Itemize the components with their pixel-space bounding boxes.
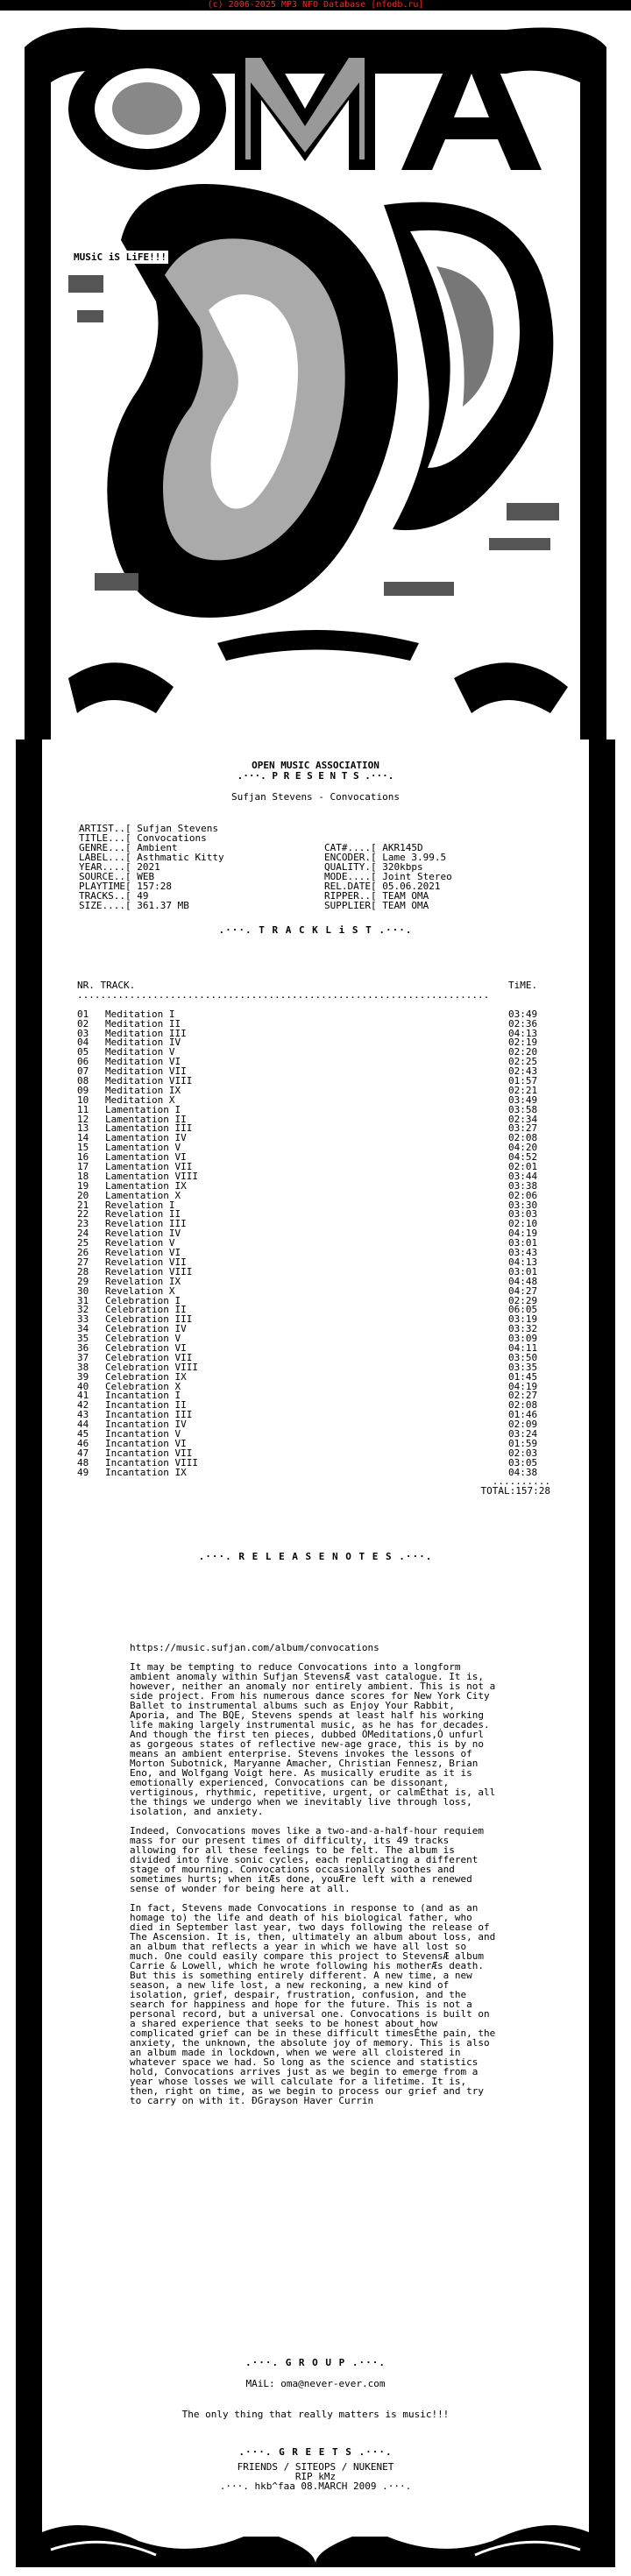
track-time: 02:20	[508, 1046, 538, 1058]
track-title: Celebration VI	[105, 1341, 187, 1354]
track-time: 01:59	[508, 1437, 538, 1449]
track-time: 02:29	[508, 1294, 538, 1306]
info-key: MODE....[	[324, 871, 377, 882]
track-number: 42	[77, 1399, 89, 1412]
track-number: 12	[77, 1113, 89, 1125]
signature-line: .···. hkb^faa 08.MARCH 2009 .···.	[219, 2480, 412, 2492]
track-title: Celebration II	[105, 1304, 187, 1316]
track-title: Lamentation IV	[105, 1132, 187, 1144]
track-number: 22	[77, 1208, 89, 1221]
track-rows	[77, 1010, 550, 1478]
track-title: Incantation III	[105, 1409, 193, 1421]
track-time: 04:13	[508, 1256, 538, 1268]
track-number: 34	[77, 1323, 89, 1335]
track-time: 03:50	[508, 1351, 538, 1363]
track-title: Meditation IX	[105, 1084, 181, 1096]
track-title: Incantation VIII	[105, 1456, 198, 1468]
track-title: Meditation III	[105, 1027, 187, 1039]
track-title: Meditation VI	[105, 1056, 181, 1068]
track-time: 02:34	[508, 1113, 538, 1125]
track-number: 01	[77, 1008, 89, 1020]
track-number: 25	[77, 1237, 89, 1249]
track-time: 04:27	[508, 1284, 538, 1297]
track-time: 03:49	[508, 1008, 538, 1020]
info-key: LABEL...[	[79, 852, 131, 863]
track-number: 13	[77, 1122, 89, 1135]
track-title: Lamentation VIII	[105, 1170, 198, 1182]
track-time: 03:24	[508, 1427, 538, 1440]
info-key: QUALITY.[	[324, 861, 377, 873]
track-time: 03:58	[508, 1103, 538, 1115]
track-title: Incantation IX	[105, 1466, 187, 1478]
notes-paragraph: It may be tempting to reduce Convocations into a longform ambient anomaly within Sufjan StevensÆ vast catalogue. It is, however, neither an anomaly nor entirely ambient. This is not a side project. From his numerous dance scores for New York City Ballet to instrumental albums such as Enjoy Your Rabbit, Aporia, and The BQE, Stevens spends at least half his working life making largely instrumental music, as he has for decades. And though the first ten pieces, dubbed ÓMeditations,Ó unfurl as gorgeous states of reflective new-age grace, this is by no means an ambient enterprise. Stevens invokes the lessons of Morton Subotnick, Maryanne Amacher, Christian Fennesz, Brian Eno, and Wolfgang Voigt here. As musically erudite as it is emotionally experienced, Convocations can be dissonant, vertiginous, rhythmic, repetitive, urgent, or calmÉthat is, all the things we undergo when we inevitably live through loss, isolation, and anxiety.	[130, 1661, 496, 1817]
track-time: 04:11	[508, 1341, 538, 1354]
track-time: 02:19	[508, 1037, 538, 1049]
track-title: Meditation V	[105, 1046, 175, 1058]
info-value: Asthmatic Kitty	[137, 852, 224, 863]
track-number: 03	[77, 1027, 89, 1039]
track-title: Lamentation II	[105, 1113, 187, 1125]
info-value: Ambient	[137, 842, 178, 853]
info-key: SOURCE..[	[79, 871, 131, 882]
track-number: 33	[77, 1313, 89, 1326]
track-number: 47	[77, 1447, 89, 1459]
track-time: 06:05	[508, 1304, 538, 1316]
info-value: 157:28	[137, 881, 172, 892]
track-title: Revelation X	[105, 1284, 175, 1297]
track-number: 17	[77, 1161, 89, 1173]
track-title: Revelation V	[105, 1237, 175, 1249]
tagline: MUSiC iS LiFE!!!	[74, 251, 167, 263]
info-key: SUPPLIER[	[324, 900, 377, 911]
info-key: ARTIST..[	[79, 823, 131, 834]
tracklist-banner: .···. T R A C K L i S T .···.	[218, 924, 413, 936]
track-time: 03:43	[508, 1247, 538, 1259]
track-time: 04:20	[508, 1142, 538, 1154]
info-value: Convocations	[137, 832, 207, 844]
track-title: Meditation VIII	[105, 1075, 193, 1087]
track-title: Revelation IV	[105, 1228, 181, 1240]
track-title: Lamentation I	[105, 1103, 181, 1115]
track-number: 29	[77, 1275, 89, 1287]
track-number: 46	[77, 1437, 89, 1449]
track-title: Meditation I	[105, 1008, 175, 1020]
track-title: Meditation X	[105, 1093, 175, 1106]
track-time: 03:19	[508, 1313, 538, 1326]
info-right	[324, 824, 570, 910]
total-rule	[77, 1477, 550, 1487]
info-value: TEAM OMA	[382, 890, 429, 902]
track-time: 02:43	[508, 1065, 538, 1078]
mail-row	[42, 2379, 589, 2388]
track-title: Lamentation V	[105, 1142, 181, 1154]
track-title: Lamentation VII	[105, 1161, 193, 1173]
track-number: 27	[77, 1256, 89, 1268]
info-value: 49	[137, 890, 149, 902]
notes-paragraph: In fact, Stevens made Convocations in response to (and as an homage to) the life and death of his biological father, who died in September last year, two days following the release of The Ascension. It is, then, ultimately an album about loss, and an album that reflects a year in which we have all lost so much. One could easily compare this project to StevensÆ album Carrie & Lowell, which he wrote following his motherÆs death. But this is something entirely different. A new time, a new season, a new life lost, a new reckoning, a new kind of isolation, grief, despair, frustration, confusion, and the search for happiness and hope for the future. This is not a personal record, but a universal one. Convocations is built on a shared experience that seeks to be honest about how complicated grief can be in these difficult timesÉthe pain, the anxiety, the unknown, the absolute joy of memory. This is also an album made in lockdown, when we were all cloistered in whatever space we had. So long as the science and statistics hold, Convocations arrives just as we begin to emerge from a year whose losses we will calculate for a lifetime. It is, then, right on time, as we begin to process our grief and try to carry on with it. ÐGrayson Haver Currin	[130, 1902, 496, 2106]
track-row	[77, 1468, 550, 1478]
track-title: Revelation VIII	[105, 1265, 193, 1277]
tracklist-header	[77, 981, 550, 991]
info-key: TITLE...[	[79, 832, 131, 844]
motto: The only thing that really matters is music!!!	[181, 2409, 450, 2420]
track-time: 03:49	[508, 1093, 538, 1106]
track-number: 44	[77, 1419, 89, 1431]
track-title: Celebration X	[105, 1380, 181, 1392]
info-key: CAT#....[	[324, 842, 377, 853]
track-number: 24	[77, 1228, 89, 1240]
track-time: 03:01	[508, 1265, 538, 1277]
track-time: 03:38	[508, 1179, 538, 1192]
track-time: 03:27	[508, 1122, 538, 1135]
header-time: TiME.	[508, 980, 538, 991]
track-title: Incantation IV	[105, 1419, 187, 1431]
track-number: 31	[77, 1294, 89, 1306]
mail-label: MAiL:	[245, 2378, 275, 2389]
track-time: 03:30	[508, 1199, 538, 1211]
track-number: 05	[77, 1046, 89, 1058]
track-number: 26	[77, 1247, 89, 1259]
greets-line: RIP kMz	[294, 2471, 337, 2482]
track-time: 02:27	[508, 1390, 538, 1402]
footer-art	[16, 2497, 615, 2567]
track-number: 38	[77, 1361, 89, 1373]
track-time: 03:03	[508, 1208, 538, 1221]
track-title: Incantation II	[105, 1399, 187, 1412]
track-number: 23	[77, 1218, 89, 1230]
track-time: 01:45	[508, 1370, 538, 1383]
track-time: 02:21	[508, 1084, 538, 1096]
release-title: Sufjan Stevens - Convocations	[230, 791, 401, 803]
track-number: 48	[77, 1456, 89, 1468]
track-time: 04:48	[508, 1275, 538, 1287]
track-title: Celebration VII	[105, 1351, 193, 1363]
track-title: Meditation IV	[105, 1037, 181, 1049]
track-time: 02:03	[508, 1447, 538, 1459]
info-value: WEB	[137, 871, 155, 882]
track-number: 16	[77, 1151, 89, 1164]
notes-paragraph: Indeed, Convocations moves like a two-and-a-half-hour requiem mass for our present times of difficulty, its 49 tracks allowing for all these feelings to be felt. The album is divided into five sonic cycles, each replicating a different stage of mourning. Convocations occasionally soothes and sometimes hurts; when itÆs done, youÆre left with a renewed sense of wonder for being here at all.	[130, 1825, 484, 1894]
greets-banner: .···. G R E E T S .···.	[238, 2446, 393, 2458]
info-value: 2021	[137, 861, 160, 873]
notes-url[interactable]: https://music.sufjan.com/album/convocations	[130, 1642, 379, 1653]
tracklist-rule: .......................................................................	[77, 990, 490, 1001]
track-number: 11	[77, 1103, 89, 1115]
track-title: Lamentation IX	[105, 1179, 187, 1192]
track-time: 02:10	[508, 1218, 538, 1230]
total-row	[77, 1487, 550, 1497]
track-number: 30	[77, 1284, 89, 1297]
track-title: Incantation I	[105, 1390, 181, 1402]
info-key: ENCODER.[	[324, 852, 377, 863]
track-title: Incantation VII	[105, 1447, 193, 1459]
track-number: 43	[77, 1409, 89, 1421]
track-number: 02	[77, 1017, 89, 1030]
track-time: 01:46	[508, 1409, 538, 1421]
track-title: Incantation VI	[105, 1437, 187, 1449]
track-title: Celebration IX	[105, 1370, 187, 1383]
total-time: TOTAL:157:28	[480, 1485, 550, 1497]
header-track: NR. TRACK.	[77, 980, 136, 991]
info-key: SIZE....[	[79, 900, 131, 911]
track-title: Lamentation X	[105, 1189, 181, 1201]
track-time: 03:01	[508, 1237, 538, 1249]
info-key: GENRE...[	[79, 842, 131, 853]
track-number: 37	[77, 1351, 89, 1363]
oma-logo-art	[16, 12, 615, 740]
track-number: 14	[77, 1132, 89, 1144]
info-row	[324, 824, 570, 833]
track-time: 03:05	[508, 1456, 538, 1468]
info-value: 05.06.2021	[382, 881, 441, 892]
track-time: 02:01	[508, 1161, 538, 1173]
track-number: 39	[77, 1370, 89, 1383]
info-key: YEAR....[	[79, 861, 131, 873]
info-value: Sufjan Stevens	[137, 823, 218, 834]
track-title: Meditation VII	[105, 1065, 187, 1078]
track-number: 36	[77, 1341, 89, 1354]
info-key: REL.DATE[	[324, 881, 377, 892]
info-value: 361.37 MB	[137, 900, 189, 911]
total-dots: ..........	[492, 1476, 550, 1488]
track-number: 45	[77, 1427, 89, 1440]
track-title: Revelation I	[105, 1199, 175, 1211]
track-time: 02:25	[508, 1056, 538, 1068]
track-title: Celebration VIII	[105, 1361, 198, 1373]
track-number: 41	[77, 1390, 89, 1402]
track-title: Celebration I	[105, 1294, 181, 1306]
track-title: Revelation VI	[105, 1247, 181, 1259]
track-number: 04	[77, 1037, 89, 1049]
info-row	[79, 901, 324, 910]
site-header: (c) 2006-2025 MP3 NFO Database [nfodb.ru]	[0, 0, 631, 11]
track-time: 02:36	[508, 1017, 538, 1030]
track-number: 06	[77, 1056, 89, 1068]
info-value: TEAM OMA	[382, 900, 429, 911]
track-number: 18	[77, 1170, 89, 1182]
group-name: OPEN MUSIC ASSOCIATION	[252, 760, 379, 771]
track-number: 32	[77, 1304, 89, 1316]
track-title: Lamentation VI	[105, 1151, 187, 1164]
info-key: TRACKS..[	[79, 890, 131, 902]
track-time: 01:57	[508, 1075, 538, 1087]
info-row	[324, 901, 570, 910]
notes-banner: .···. R E L E A S E N O T E S .···.	[198, 1551, 433, 1562]
track-title: Revelation VII	[105, 1256, 187, 1268]
info-value: Joint Stereo	[382, 871, 452, 882]
track-time: 02:09	[508, 1419, 538, 1431]
track-number: 19	[77, 1179, 89, 1192]
tracklist	[77, 981, 550, 1497]
track-number: 10	[77, 1093, 89, 1106]
track-number: 21	[77, 1199, 89, 1211]
info-key: PLAYTIME[	[79, 881, 131, 892]
track-number: 49	[77, 1466, 89, 1478]
track-time: 04:38	[508, 1466, 538, 1478]
info-key: RIPPER..[	[324, 890, 377, 902]
track-title: Incantation V	[105, 1427, 181, 1440]
group-banner: .···. G R O U P .···.	[245, 2357, 386, 2368]
track-title: Revelation III	[105, 1218, 187, 1230]
track-time: 04:13	[508, 1027, 538, 1039]
track-time: 04:19	[508, 1380, 538, 1392]
track-number: 07	[77, 1065, 89, 1078]
track-time: 03:35	[508, 1361, 538, 1373]
mail-address[interactable]: oma@never-ever.com	[280, 2378, 386, 2389]
track-time: 02:08	[508, 1132, 538, 1144]
track-title: Meditation II	[105, 1017, 181, 1030]
track-title: Revelation IX	[105, 1275, 181, 1287]
track-number: 28	[77, 1265, 89, 1277]
track-time: 04:19	[508, 1228, 538, 1240]
track-time: 02:06	[508, 1189, 538, 1201]
track-time: 04:52	[508, 1151, 538, 1164]
track-title: Revelation II	[105, 1208, 181, 1221]
presents-banner: .···. P R E S E N T S .···.	[237, 770, 394, 782]
track-number: 40	[77, 1380, 89, 1392]
track-title: Celebration V	[105, 1333, 181, 1345]
greets-line: FRIENDS / SITEOPS / NUKENET	[237, 2461, 394, 2473]
track-title: Celebration IV	[105, 1323, 187, 1335]
info-value: AKR145D	[382, 842, 423, 853]
track-time: 02:08	[508, 1399, 538, 1412]
track-number: 09	[77, 1084, 89, 1096]
info-value: 320kbps	[382, 861, 423, 873]
info-value: Lame 3.99.5	[382, 852, 447, 863]
release-notes	[130, 1643, 498, 2115]
info-left	[79, 824, 324, 910]
track-number: 20	[77, 1189, 89, 1201]
release-info	[79, 824, 570, 910]
track-time: 03:09	[508, 1333, 538, 1345]
track-number: 15	[77, 1142, 89, 1154]
track-time: 03:32	[508, 1323, 538, 1335]
track-time: 03:44	[508, 1170, 538, 1182]
track-title: Celebration III	[105, 1313, 193, 1326]
track-title: Lamentation III	[105, 1122, 193, 1135]
track-number: 35	[77, 1333, 89, 1345]
track-number: 08	[77, 1075, 89, 1087]
